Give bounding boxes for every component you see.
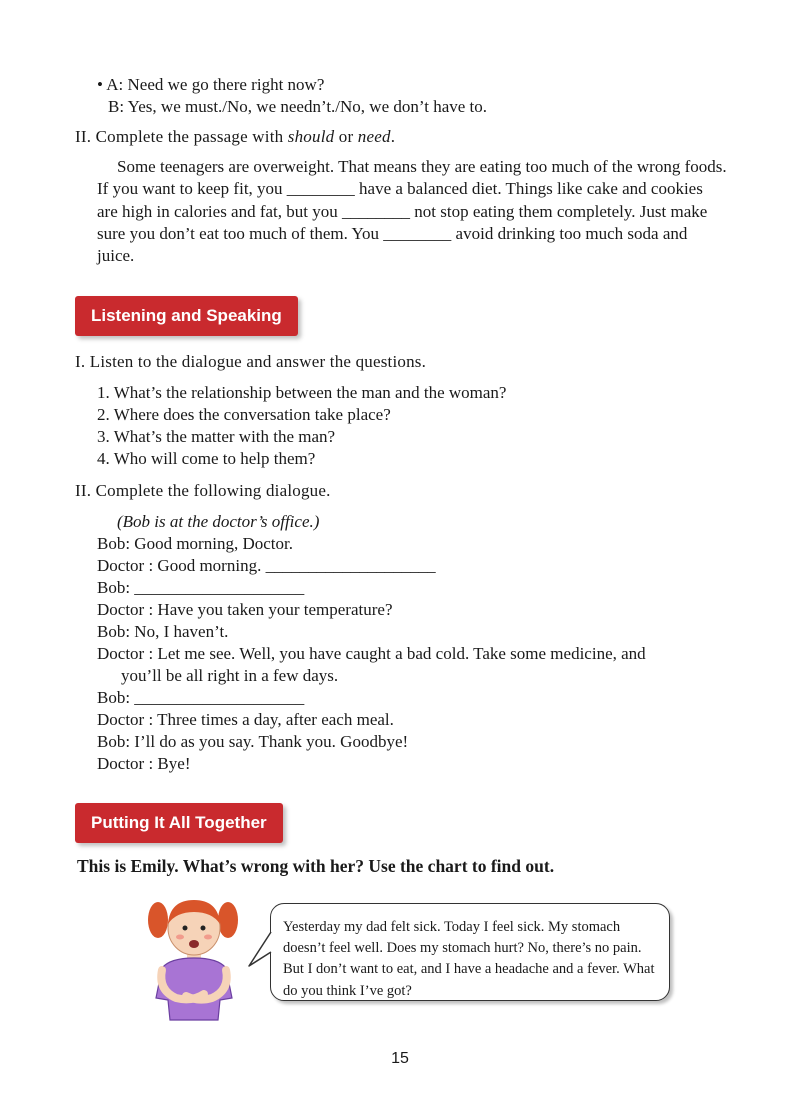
example-dialogue [97, 74, 487, 118]
grammar-passage-text: Some teenagers are overweight. That means they are eating too much of the wrong foods. If you want to keep fit, you ________ have a balanced diet. Things like cake and cookies are high in calories and fat, but you ________ not stop eating them completely. Just make sure you don’t eat too much of them. You ________ avoid drinking too much soda and juice. [97, 157, 727, 266]
emily-mouth [189, 940, 199, 948]
question-3: 3. What’s the matter with the man? [97, 427, 336, 446]
listening-questions [97, 382, 506, 470]
task-instruction: This is Emily. What’s wrong with her? Use the chart to find out. [77, 856, 555, 876]
dialogue-line: Doctor : Let me see. Well, you have caught a bad cold. Take some medicine, and [97, 644, 646, 663]
emily-eye-left [183, 926, 188, 931]
grammar-ii-word2: need [357, 127, 391, 146]
grammar-passage [97, 156, 727, 267]
question-1: 1. What’s the relationship between the man and the woman? [97, 383, 507, 402]
speech-bubble-tail [247, 930, 273, 970]
emily-pigtail-right [218, 902, 238, 938]
page-number: 15 [391, 1050, 409, 1067]
question-2: 2. Where does the conversation take place? [97, 405, 391, 424]
emily-illustration [140, 890, 250, 1025]
listening-part1-title: I. Listen to the dialogue and answer the questions. [75, 352, 427, 371]
dialogue-line: Bob: ____________________ [97, 578, 305, 597]
emily-pigtail-left [148, 902, 168, 938]
dialogue-line: Bob: I’ll do as you say. Thank you. Goodbye! [97, 732, 409, 751]
grammar-ii-suffix: . [390, 127, 396, 146]
grammar-ii-heading [75, 127, 395, 147]
dialogue-line: Doctor : Bye! [97, 754, 191, 773]
grammar-ii-or: or [334, 127, 358, 146]
grammar-ii-prefix: II. Complete the passage with [75, 127, 288, 146]
example-line-b: B: Yes, we must./No, we needn’t./No, we don’t have to. [108, 97, 488, 116]
emily-cheek-left [176, 935, 184, 940]
doctor-dialogue [97, 511, 646, 775]
dialogue-line: Doctor : Have you taken your temperature? [97, 600, 393, 619]
grammar-ii-word1: should [287, 127, 335, 146]
dialogue-line: you’ll be all right in a few days. [121, 666, 339, 685]
emily-eye-right [201, 926, 206, 931]
dialogue-scene: (Bob is at the doctor’s office.) [117, 512, 320, 531]
putting-together-badge: Putting It All Together [75, 803, 283, 843]
dialogue-line: Bob: ____________________ [97, 688, 305, 707]
emily-cheek-right [204, 935, 212, 940]
listening-part2-title: II. Complete the following dialogue. [75, 481, 331, 500]
speech-bubble-text: Yesterday my dad felt sick. Today I feel sick. My stomach doesn’t feel well. Does my stomach hurt? No, there’s no pain. But I don’t want to eat, and I have a headache and a fever. What do you think I’ve got? [283, 919, 655, 999]
question-4: 4. Who will come to help them? [97, 449, 316, 468]
dialogue-line: Bob: No, I haven’t. [97, 622, 229, 641]
listening-speaking-badge: Listening and Speaking [75, 296, 298, 336]
dialogue-line: Doctor : Three times a day, after each meal. [97, 710, 394, 729]
example-line-a: • A: Need we go there right now? [97, 75, 325, 94]
dialogue-line: Doctor : Good morning. ____________________ [97, 556, 436, 575]
dialogue-line: Bob: Good morning, Doctor. [97, 534, 293, 553]
